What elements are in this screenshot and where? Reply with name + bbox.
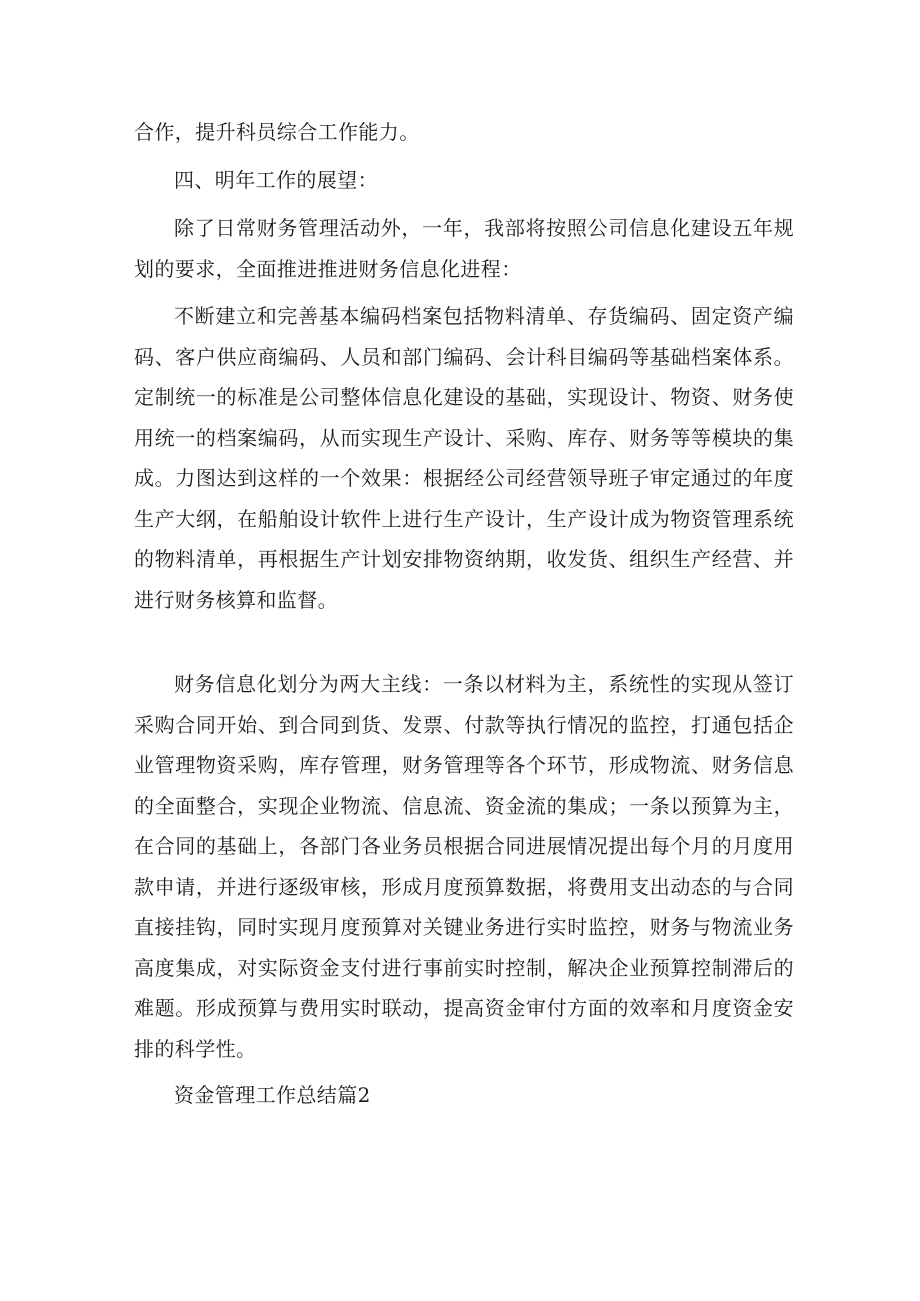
- paragraph-intro: 除了日常财务管理活动外，一年，我部将按照公司信息化建设五年规划的要求，全面推进推进财务信息化进程：: [134, 216, 794, 281]
- paragraph-informatization: 财务信息化划分为两大主线：一条以材料为主，系统性的实现从签订采购合同开始、到合同到货、发票、付款等执行情况的监控，打通包括企业管理物资采购，库存管理，财务管理等各个环节，形成物流、财务信息的全面整合，实现企业物流、信息流、资金流的集成；一条以预算为主，在合同的基础上，各部门各业务员根据合同进展情况提出每个月的月度用款申请，并进行逐级审核，形成月度预算数据，将费用支出动态的与合同直接挂钩，同时实现月度预算对关键业务进行实时监控，财务与物流业务高度集成，对实际资金支付进行事前实时控制，解决企业预算控制滞后的难题。形成预算与费用实时联动，提高资金审付方面的效率和月度资金安排的科学性。: [134, 672, 794, 1061]
- section-title-part2: 资金管理工作总结篇2: [174, 1083, 371, 1107]
- paragraph-continuation: 合作，提升科员综合工作能力。: [134, 120, 420, 144]
- section-heading-outlook: 四、明年工作的展望：: [174, 168, 378, 192]
- paragraph-coding-archive: 不断建立和完善基本编码档案包括物料清单、存货编码、固定资产编码、客户供应商编码、人员和部门编码、会计科目编码等基础档案体系。定制统一的标准是公司整体信息化建设的基础，实现设计、物资、财务使用统一的档案编码，从而实现生产设计、采购、库存、财务等等模块的集成。力图达到这样的一个效果：根据经公司经营领导班子审定通过的年度生产大纲，在船舶设计软件上进行生产设计，生产设计成为物资管理系统的物料清单，再根据生产计划安排物资纳期，收发货、组织生产经营、并进行财务核算和监督。: [134, 304, 794, 612]
